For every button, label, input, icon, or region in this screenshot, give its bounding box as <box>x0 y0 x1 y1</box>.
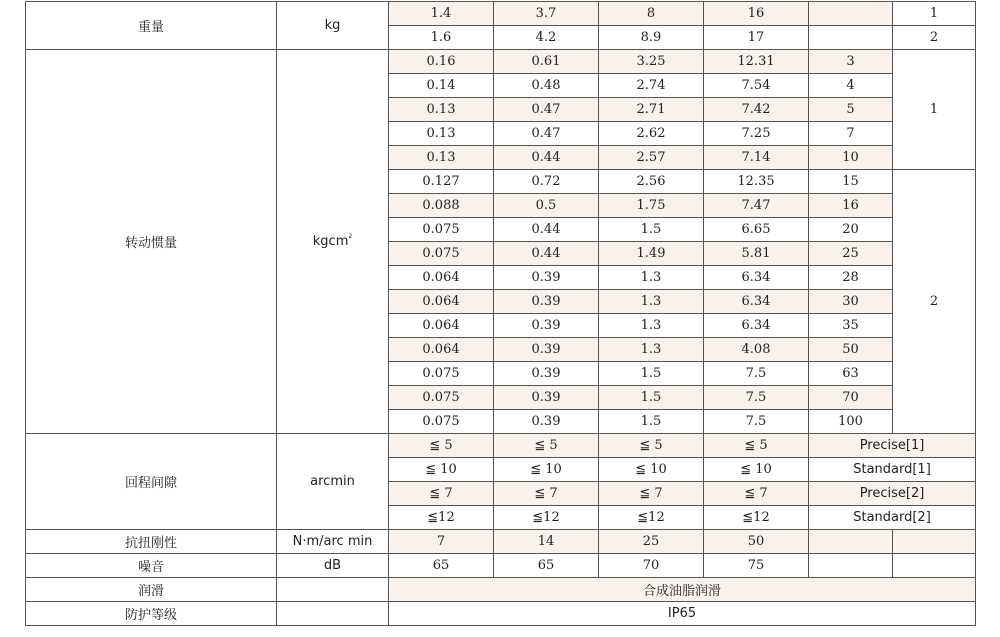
inertia-value-cell: 0.48 <box>494 74 599 98</box>
inertia-value-cell: 0.064 <box>389 290 494 314</box>
backlash-value-cell: ≦ 7 <box>599 482 704 506</box>
stiffness-empty-cell <box>809 530 893 554</box>
noise-empty-cell <box>893 554 976 578</box>
lubrication-label: 润滑 <box>26 578 277 602</box>
protection-unit-empty <box>277 602 389 626</box>
weight-value-cell: 8.9 <box>599 26 704 50</box>
inertia-value-cell: 0.088 <box>389 194 494 218</box>
stiffness-value-cell: 25 <box>599 530 704 554</box>
inertia-value-cell: 1.49 <box>599 242 704 266</box>
lubrication-value: 合成油脂润滑 <box>389 578 976 602</box>
table-row-protection <box>26 602 976 626</box>
backlash-unit: arcmin <box>277 434 389 530</box>
inertia-value-cell: 0.47 <box>494 98 599 122</box>
inertia-value-cell: 0.14 <box>389 74 494 98</box>
inertia-value-cell: 0.39 <box>494 290 599 314</box>
inertia-ratio-cell: 25 <box>809 242 893 266</box>
inertia-value-cell: 7.5 <box>704 362 809 386</box>
inertia-ratio-cell: 100 <box>809 410 893 434</box>
inertia-value-cell: 0.075 <box>389 362 494 386</box>
inertia-value-cell: 0.39 <box>494 338 599 362</box>
inertia-value-cell: 5.81 <box>704 242 809 266</box>
inertia-value-cell: 1.3 <box>599 314 704 338</box>
backlash-value-cell: ≦ 5 <box>704 434 809 458</box>
inertia-value-cell: 1.3 <box>599 338 704 362</box>
stiffness-value-cell: 14 <box>494 530 599 554</box>
backlash-grade-cell: Standard[2] <box>809 506 976 530</box>
inertia-value-cell: 0.064 <box>389 338 494 362</box>
weight-unit: kg <box>277 2 389 50</box>
inertia-unit-superscript: 2 <box>348 233 353 240</box>
inertia-value-cell: 7.14 <box>704 146 809 170</box>
inertia-value-cell: 7.54 <box>704 74 809 98</box>
stiffness-unit: N·m/arc min <box>277 530 389 554</box>
inertia-value-cell: 7.42 <box>704 98 809 122</box>
inertia-value-cell: 12.31 <box>704 50 809 74</box>
inertia-unit <box>277 50 389 434</box>
inertia-value-cell: 0.5 <box>494 194 599 218</box>
weight-stage-cell: 2 <box>893 26 976 50</box>
table-row-inertia <box>26 50 976 74</box>
inertia-value-cell: 2.74 <box>599 74 704 98</box>
noise-value-cell: 65 <box>389 554 494 578</box>
weight-value-cell: 17 <box>704 26 809 50</box>
stiffness-value-cell: 7 <box>389 530 494 554</box>
inertia-value-cell: 0.075 <box>389 410 494 434</box>
backlash-value-cell: ≦ 10 <box>704 458 809 482</box>
backlash-value-cell: ≦ 5 <box>389 434 494 458</box>
spec-table <box>25 1 976 626</box>
inertia-ratio-cell: 30 <box>809 290 893 314</box>
noise-value-cell: 75 <box>704 554 809 578</box>
inertia-value-cell: 0.47 <box>494 122 599 146</box>
stiffness-empty-cell <box>893 530 976 554</box>
backlash-value-cell: ≦12 <box>389 506 494 530</box>
inertia-value-cell: 0.075 <box>389 218 494 242</box>
inertia-value-cell: 0.13 <box>389 146 494 170</box>
inertia-value-cell: 0.44 <box>494 146 599 170</box>
inertia-ratio-cell: 20 <box>809 218 893 242</box>
inertia-value-cell: 1.3 <box>599 266 704 290</box>
weight-value-cell: 1.6 <box>389 26 494 50</box>
inertia-value-cell: 1.5 <box>599 362 704 386</box>
inertia-ratio-cell: 28 <box>809 266 893 290</box>
weight-value-cell: 1.4 <box>389 2 494 26</box>
weight-stage-cell: 1 <box>893 2 976 26</box>
inertia-value-cell: 0.39 <box>494 266 599 290</box>
inertia-value-cell: 0.39 <box>494 362 599 386</box>
inertia-value-cell: 0.13 <box>389 122 494 146</box>
inertia-value-cell: 6.34 <box>704 290 809 314</box>
inertia-value-cell: 0.44 <box>494 242 599 266</box>
inertia-value-cell: 2.62 <box>599 122 704 146</box>
inertia-value-cell: 0.127 <box>389 170 494 194</box>
backlash-value-cell: ≦ 10 <box>494 458 599 482</box>
inertia-value-cell: 1.5 <box>599 410 704 434</box>
inertia-value-cell: 7.5 <box>704 410 809 434</box>
inertia-value-cell: 0.075 <box>389 242 494 266</box>
noise-unit: dB <box>277 554 389 578</box>
inertia-stage-cell: 2 <box>893 170 976 434</box>
inertia-value-cell: 0.44 <box>494 218 599 242</box>
inertia-value-cell: 0.39 <box>494 386 599 410</box>
backlash-label: 回程间隙 <box>26 434 277 530</box>
inertia-stage-cell: 1 <box>893 50 976 170</box>
noise-value-cell: 70 <box>599 554 704 578</box>
inertia-ratio-cell: 10 <box>809 146 893 170</box>
backlash-value-cell: ≦ 7 <box>704 482 809 506</box>
protection-value: IP65 <box>389 602 976 626</box>
inertia-ratio-cell: 63 <box>809 362 893 386</box>
backlash-value-cell: ≦12 <box>494 506 599 530</box>
weight-value-cell: 3.7 <box>494 2 599 26</box>
inertia-ratio-cell: 7 <box>809 122 893 146</box>
inertia-value-cell: 0.13 <box>389 98 494 122</box>
inertia-ratio-cell: 5 <box>809 98 893 122</box>
table-row-backlash <box>26 434 976 458</box>
inertia-value-cell: 6.65 <box>704 218 809 242</box>
inertia-value-cell: 0.39 <box>494 314 599 338</box>
inertia-value-cell: 0.39 <box>494 410 599 434</box>
backlash-value-cell: ≦ 5 <box>494 434 599 458</box>
backlash-value-cell: ≦ 7 <box>389 482 494 506</box>
backlash-grade-cell: Standard[1] <box>809 458 976 482</box>
inertia-value-cell: 12.35 <box>704 170 809 194</box>
backlash-value-cell: ≦ 5 <box>599 434 704 458</box>
inertia-value-cell: 7.47 <box>704 194 809 218</box>
inertia-ratio-cell: 3 <box>809 50 893 74</box>
table-row-weight <box>26 2 976 26</box>
inertia-ratio-cell: 15 <box>809 170 893 194</box>
backlash-value-cell: ≦12 <box>599 506 704 530</box>
inertia-value-cell: 0.064 <box>389 266 494 290</box>
stiffness-value-cell: 50 <box>704 530 809 554</box>
inertia-value-cell: 2.57 <box>599 146 704 170</box>
inertia-value-cell: 7.25 <box>704 122 809 146</box>
protection-label: 防护等级 <box>26 602 277 626</box>
weight-value-cell: 8 <box>599 2 704 26</box>
stiffness-label: 抗扭刚性 <box>26 530 277 554</box>
inertia-ratio-cell: 35 <box>809 314 893 338</box>
inertia-value-cell: 6.34 <box>704 266 809 290</box>
backlash-value-cell: ≦ 10 <box>599 458 704 482</box>
inertia-ratio-cell: 4 <box>809 74 893 98</box>
backlash-value-cell: ≦ 7 <box>494 482 599 506</box>
weight-ratio-cell <box>809 26 893 50</box>
inertia-value-cell: 6.34 <box>704 314 809 338</box>
weight-value-cell: 16 <box>704 2 809 26</box>
inertia-value-cell: 2.71 <box>599 98 704 122</box>
weight-label: 重量 <box>26 2 277 50</box>
table-row-stiffness <box>26 530 976 554</box>
table-row-lubrication <box>26 578 976 602</box>
noise-empty-cell <box>809 554 893 578</box>
inertia-ratio-cell: 50 <box>809 338 893 362</box>
inertia-value-cell: 1.75 <box>599 194 704 218</box>
inertia-value-cell: 4.08 <box>704 338 809 362</box>
backlash-grade-cell: Precise[1] <box>809 434 976 458</box>
backlash-value-cell: ≦ 10 <box>389 458 494 482</box>
inertia-ratio-cell: 70 <box>809 386 893 410</box>
inertia-value-cell: 1.3 <box>599 290 704 314</box>
inertia-value-cell: 1.5 <box>599 386 704 410</box>
inertia-label: 转动惯量 <box>26 50 277 434</box>
inertia-ratio-cell: 16 <box>809 194 893 218</box>
weight-ratio-cell <box>809 2 893 26</box>
backlash-grade-cell: Precise[2] <box>809 482 976 506</box>
backlash-value-cell: ≦12 <box>704 506 809 530</box>
inertia-value-cell: 0.61 <box>494 50 599 74</box>
noise-value-cell: 65 <box>494 554 599 578</box>
inertia-value-cell: 0.72 <box>494 170 599 194</box>
inertia-unit-text: kgcm <box>312 234 349 249</box>
inertia-value-cell: 0.064 <box>389 314 494 338</box>
inertia-value-cell: 7.5 <box>704 386 809 410</box>
inertia-value-cell: 0.075 <box>389 386 494 410</box>
inertia-value-cell: 1.5 <box>599 218 704 242</box>
inertia-value-cell: 3.25 <box>599 50 704 74</box>
inertia-value-cell: 2.56 <box>599 170 704 194</box>
table-row-noise <box>26 554 976 578</box>
lubrication-unit-empty <box>277 578 389 602</box>
noise-label: 噪音 <box>26 554 277 578</box>
inertia-value-cell: 0.16 <box>389 50 494 74</box>
weight-value-cell: 4.2 <box>494 26 599 50</box>
